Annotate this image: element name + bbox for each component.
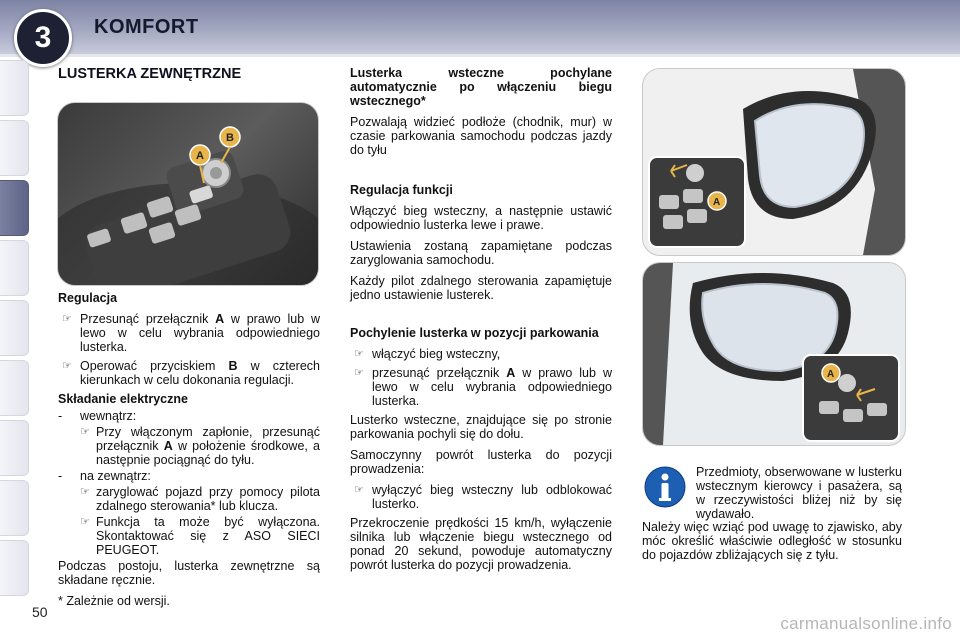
- powrot-text: Samoczynny powrót lusterka do pozycji prowadzenia:: [350, 448, 612, 476]
- door-switch-photo: [57, 102, 319, 286]
- pochylenie-item-1: ☞ włączyć bieg wsteczny,: [354, 347, 501, 361]
- header-divider: [0, 54, 960, 57]
- chapter-tab-2[interactable]: [0, 120, 29, 176]
- mirror-illustration-bottom: [643, 263, 905, 445]
- photo-label-a: A: [196, 150, 204, 162]
- chapter-tab-4[interactable]: [0, 240, 29, 296]
- funkcji-heading: Regulacja funkcji: [350, 183, 453, 197]
- section-title: LUSTERKA ZEWNĘTRZNE: [58, 66, 242, 82]
- lusterko-text: Lusterko wsteczne, znajdujące się po stronie parkowania pochyli się do dołu.: [350, 413, 612, 441]
- postoj-text: Podczas postoju, lusterka zewnętrzne są składane ręcznie.: [58, 559, 320, 587]
- chapter-tabs: [0, 60, 30, 600]
- outside-item-2: ☞ Funkcja ta może być wyłączona. Skontaktować się z ASO SIECI PEUGEOT.: [80, 515, 320, 557]
- footnote: * Zależnie od wersji.: [58, 594, 170, 608]
- pointing-hand-icon: ☞: [354, 484, 364, 496]
- inside-item: ☞ Przy włączonym zapłonie, przesunąć przełącznik A w położenie środkowe, a następnie pociągnąć do tyłu.: [80, 425, 321, 467]
- inside-label: - wewnątrz:: [58, 409, 137, 423]
- pointing-hand-icon: ☞: [354, 348, 364, 360]
- door-switch-illustration: [58, 103, 318, 285]
- regulacja-item-2: ☞ Operować przyciskiem B w czterech kierunkach w celu dokonania regulacji.: [62, 359, 321, 387]
- pointing-hand-icon: ☞: [354, 367, 364, 379]
- funkcji-text-3: Każdy pilot zdalnego sterowania zapamiętuje jedno ustawienie lusterek.: [350, 274, 612, 302]
- chapter-tab-3-active[interactable]: [0, 180, 29, 236]
- pochylenie-heading: Pochylenie lusterka w pozycji parkowania: [350, 326, 599, 340]
- regulacja-item-1: ☞ Przesunąć przełącznik A w prawo lub w lewo w celu wybrania odpowiedniego lusterka.: [62, 312, 320, 354]
- chapter-tab-5[interactable]: [0, 300, 29, 356]
- top-photo-label-a: A: [713, 197, 721, 208]
- chapter-tab-9[interactable]: [0, 540, 29, 596]
- photo-label-b: B: [226, 132, 234, 144]
- skladanie-heading: Składanie elektryczne: [58, 392, 188, 406]
- pointing-hand-icon: ☞: [62, 360, 72, 372]
- regulacja-heading: Regulacja: [58, 291, 118, 305]
- info-text-block-2: [642, 520, 902, 569]
- chapter-tab-6[interactable]: [0, 360, 29, 416]
- pochylenie-item-2: ☞ przesunąć przełącznik A w prawo lub w lewo w celu wybrania odpowiedniego lusterka.: [354, 366, 612, 408]
- info-text-2: Należy więc wziąć pod uwagę to zjawisko, aby móc określić właściwie odległość w stosunku do pojazdów zbliżających się z tyłu.: [642, 520, 902, 562]
- przekroczenie-text: Przekroczenie prędkości 15 km/h, wyłączenie silnika lub włączenie biegu wstecznego od ponad 20 sekund, powoduje automatyczny powrót lusterka do pozycji prowadzenia.: [350, 516, 612, 572]
- pointing-hand-icon: ☞: [80, 486, 90, 498]
- left-column: [58, 291, 320, 615]
- funkcji-text-1: Włączyć bieg wsteczny, a następnie ustawić odpowiednio lusterka lewe i prawe.: [350, 204, 612, 232]
- chapter-tab-1[interactable]: [0, 60, 29, 116]
- auto-tilt-heading: Lusterka wsteczne pochylane automatycznie po włączeniu biegu wstecznego*: [350, 66, 612, 108]
- middle-column: [350, 66, 612, 579]
- pointing-hand-icon: ☞: [62, 313, 72, 325]
- chapter-tab-8[interactable]: [0, 480, 29, 536]
- info-text-1: Przedmioty, obserwowane w lusterku wstecznym kierowcy i pasażera, są w rzeczywistości bliżej niż by się wydawało.: [696, 465, 902, 521]
- powrot-item: ☞ wyłączyć bieg wsteczny lub odblokować lusterko.: [354, 483, 612, 511]
- mirror-illustration-top: [643, 69, 905, 255]
- mirror-photo-bottom: [642, 262, 906, 446]
- info-text-block: [696, 465, 902, 528]
- chapter-title: KOMFORT: [94, 16, 199, 38]
- mirror-photo-top: [642, 68, 906, 256]
- funkcji-text-2: Ustawienia zostaną zapamiętane podczas zaryglowania samochodu.: [350, 239, 612, 267]
- outside-item-1: ☞ zaryglować pojazd przy pomocy pilota zdalnego sterowania* lub klucza.: [80, 485, 320, 513]
- pointing-hand-icon: ☞: [80, 516, 90, 528]
- chapter-tab-7[interactable]: [0, 420, 29, 476]
- auto-tilt-text: Pozwalają widzieć podłoże (chodnik, mur) w czasie parkowania samochodu podczas jazdy do tyłu: [350, 115, 612, 157]
- outside-label: - na zewnątrz:: [58, 469, 151, 483]
- watermark: carmanualsonline.info: [780, 614, 952, 633]
- bottom-photo-label-a: A: [827, 369, 835, 380]
- page-number: 50: [32, 604, 48, 620]
- chapter-number-badge: 3: [14, 9, 72, 67]
- pointing-hand-icon: ☞: [80, 426, 90, 438]
- info-icon: [644, 466, 686, 508]
